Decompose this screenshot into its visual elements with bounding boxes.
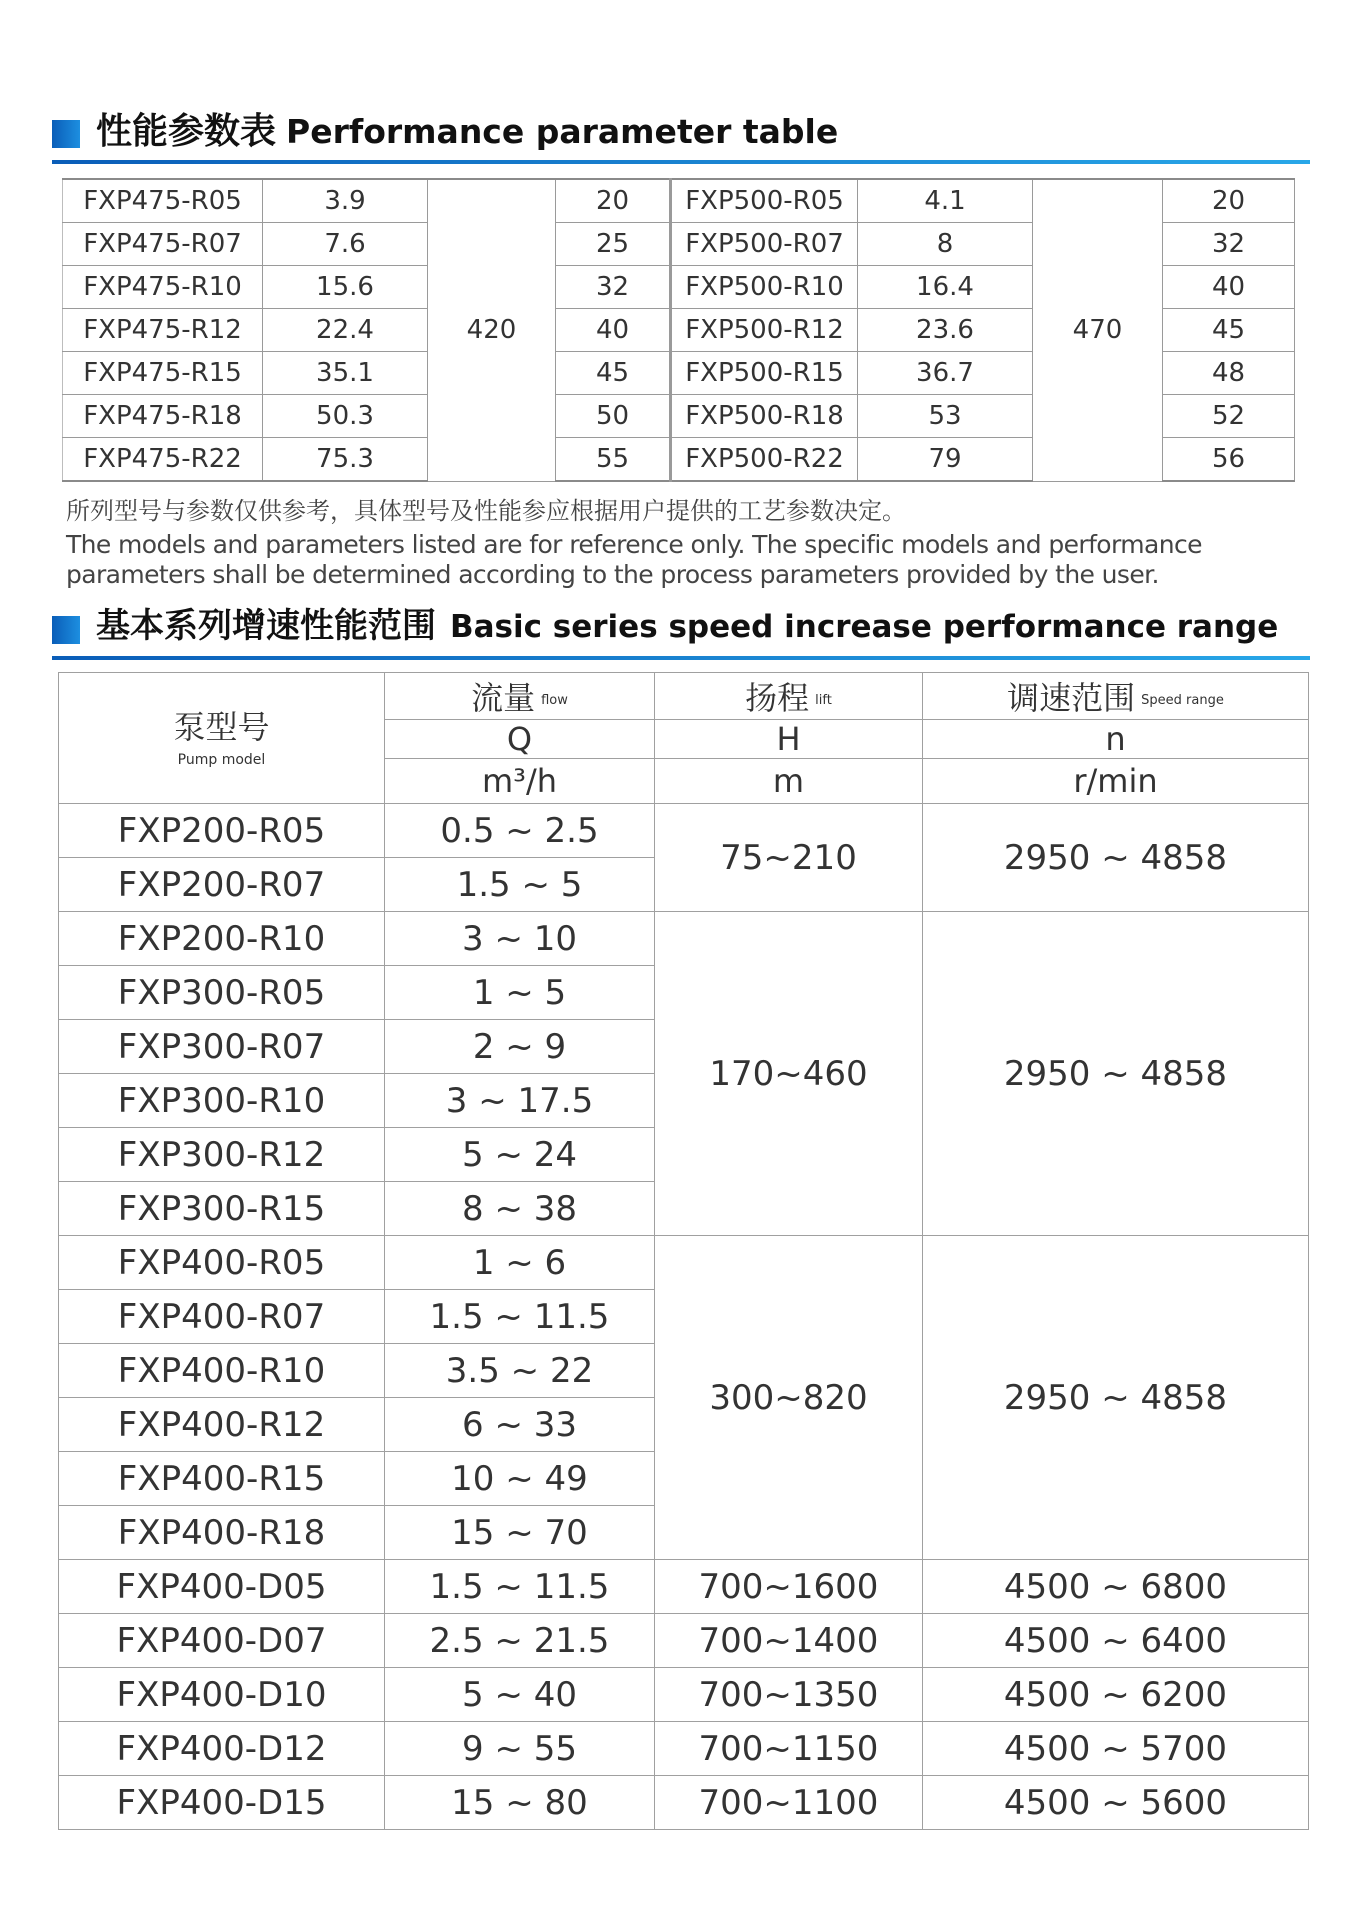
- flow-cell: 15 ~ 80: [385, 1776, 655, 1830]
- section-marker-icon: [52, 120, 80, 148]
- header-speed-symbol: n: [923, 720, 1309, 759]
- value-cell: 3.9: [263, 179, 428, 223]
- table-row: [63, 179, 1295, 223]
- speed-cell: 4500 ~ 6400: [923, 1614, 1309, 1668]
- value-cell: 75.3: [263, 438, 428, 482]
- pump-model-cell: FXP400-D10: [59, 1668, 385, 1722]
- header-pump-model: [59, 673, 385, 804]
- pump-model-cell: FXP400-D07: [59, 1614, 385, 1668]
- flow-cell: 8 ~ 38: [385, 1182, 655, 1236]
- value-cell: 79: [858, 438, 1033, 482]
- model-cell: FXP475-R10: [63, 266, 263, 309]
- header-lift: [655, 673, 923, 720]
- table-row: [59, 1722, 1309, 1776]
- value-cell: 48: [1163, 352, 1295, 395]
- header-lift-cn: 扬程: [745, 679, 810, 717]
- speed-cell: 4500 ~ 6800: [923, 1560, 1309, 1614]
- value-cell: 45: [556, 352, 671, 395]
- section-title: [96, 112, 838, 152]
- header-flow-en: flow: [541, 692, 568, 708]
- flow-cell: 6 ~ 33: [385, 1398, 655, 1452]
- shared-value-cell: 470: [1033, 179, 1163, 481]
- speed-cell: 2950 ~ 4858: [923, 804, 1309, 912]
- flow-cell: 2.5 ~ 21.5: [385, 1614, 655, 1668]
- section-title-cn: 性能参数表: [96, 111, 277, 152]
- value-cell: 4.1: [858, 179, 1033, 223]
- model-cell: FXP475-R05: [63, 179, 263, 223]
- flow-cell: 1.5 ~ 11.5: [385, 1290, 655, 1344]
- lift-cell: 300~820: [655, 1236, 923, 1560]
- pump-model-cell: FXP300-R05: [59, 966, 385, 1020]
- model-cell: FXP500-R15: [671, 352, 858, 395]
- value-cell: 40: [1163, 266, 1295, 309]
- value-cell: 45: [1163, 309, 1295, 352]
- table-row: [59, 1614, 1309, 1668]
- table-row: [59, 1776, 1309, 1830]
- pump-model-cell: FXP300-R15: [59, 1182, 385, 1236]
- flow-cell: 2 ~ 9: [385, 1020, 655, 1074]
- header-pump-model-en: Pump model: [177, 752, 266, 768]
- flow-cell: 9 ~ 55: [385, 1722, 655, 1776]
- value-cell: 23.6: [858, 309, 1033, 352]
- pump-model-cell: FXP400-R18: [59, 1506, 385, 1560]
- pump-model-cell: FXP400-R15: [59, 1452, 385, 1506]
- speed-range-table: [58, 672, 1309, 1830]
- section-marker-icon: [52, 616, 80, 644]
- pump-model-cell: FXP300-R12: [59, 1128, 385, 1182]
- section-divider: [52, 656, 1310, 660]
- lift-cell: 700~1400: [655, 1614, 923, 1668]
- value-cell: 53: [858, 395, 1033, 438]
- speed-cell: 4500 ~ 5700: [923, 1722, 1309, 1776]
- lift-cell: 700~1100: [655, 1776, 923, 1830]
- header-lift-en: lift: [815, 692, 832, 708]
- value-cell: 20: [556, 179, 671, 223]
- value-cell: 8: [858, 223, 1033, 266]
- section-header-speed-range: [52, 600, 1310, 660]
- flow-cell: 1.5 ~ 11.5: [385, 1560, 655, 1614]
- pump-model-cell: FXP400-D05: [59, 1560, 385, 1614]
- pump-model-cell: FXP400-R07: [59, 1290, 385, 1344]
- section-divider: [52, 160, 1310, 164]
- lift-cell: 75~210: [655, 804, 923, 912]
- value-cell: 32: [1163, 223, 1295, 266]
- header-lift-unit: m: [655, 759, 923, 804]
- pump-model-cell: FXP400-D15: [59, 1776, 385, 1830]
- header-speed: [923, 673, 1309, 720]
- model-cell: FXP500-R12: [671, 309, 858, 352]
- section-title-en: Basic series speed increase performance range: [450, 609, 1279, 645]
- value-cell: 15.6: [263, 266, 428, 309]
- value-cell: 25: [556, 223, 671, 266]
- pump-model-cell: FXP200-R07: [59, 858, 385, 912]
- pump-model-cell: FXP300-R10: [59, 1074, 385, 1128]
- lift-cell: 700~1600: [655, 1560, 923, 1614]
- model-cell: FXP500-R07: [671, 223, 858, 266]
- model-cell: FXP475-R22: [63, 438, 263, 482]
- model-cell: FXP500-R05: [671, 179, 858, 223]
- table-row: [59, 912, 1309, 966]
- section-title: [96, 606, 1278, 647]
- header-speed-en: Speed range: [1141, 692, 1224, 708]
- section-title-en: Performance parameter table: [286, 112, 839, 151]
- header-speed-unit: r/min: [923, 759, 1309, 804]
- lift-cell: 170~460: [655, 912, 923, 1236]
- performance-parameter-table: [62, 178, 1295, 482]
- note-english: The models and parameters listed are for reference only. The specific models and performance parameters shall be determined according to the process parameters provided by the user.: [66, 530, 1202, 589]
- model-cell: FXP475-R15: [63, 352, 263, 395]
- flow-cell: 0.5 ~ 2.5: [385, 804, 655, 858]
- flow-cell: 10 ~ 49: [385, 1452, 655, 1506]
- value-cell: 50: [556, 395, 671, 438]
- pump-model-cell: FXP400-R05: [59, 1236, 385, 1290]
- value-cell: 40: [556, 309, 671, 352]
- speed-cell: 4500 ~ 6200: [923, 1668, 1309, 1722]
- model-cell: FXP475-R12: [63, 309, 263, 352]
- flow-cell: 3.5 ~ 22: [385, 1344, 655, 1398]
- pump-model-cell: FXP400-R10: [59, 1344, 385, 1398]
- header-speed-cn: 调速范围: [1007, 679, 1136, 717]
- header-lift-symbol: H: [655, 720, 923, 759]
- model-cell: FXP475-R18: [63, 395, 263, 438]
- value-cell: 36.7: [858, 352, 1033, 395]
- flow-cell: 5 ~ 24: [385, 1128, 655, 1182]
- speed-cell: 2950 ~ 4858: [923, 1236, 1309, 1560]
- model-cell: FXP500-R18: [671, 395, 858, 438]
- table-row: [59, 1560, 1309, 1614]
- header-pump-model-cn: 泵型号: [173, 708, 270, 746]
- pump-model-cell: FXP200-R05: [59, 804, 385, 858]
- table-row: [59, 1668, 1309, 1722]
- section-title-cn: 基本系列增速性能范围: [96, 606, 436, 646]
- model-cell: FXP500-R10: [671, 266, 858, 309]
- flow-cell: 5 ~ 40: [385, 1668, 655, 1722]
- value-cell: 20: [1163, 179, 1295, 223]
- section-header-performance: [52, 108, 1310, 168]
- model-cell: FXP500-R22: [671, 438, 858, 482]
- value-cell: 32: [556, 266, 671, 309]
- value-cell: 55: [556, 438, 671, 482]
- header-flow-symbol: Q: [385, 720, 655, 759]
- shared-value-cell: 420: [428, 179, 556, 481]
- header-flow: [385, 673, 655, 720]
- value-cell: 56: [1163, 438, 1295, 482]
- value-cell: 22.4: [263, 309, 428, 352]
- flow-cell: 1.5 ~ 5: [385, 858, 655, 912]
- table-row: [59, 1236, 1309, 1290]
- value-cell: 7.6: [263, 223, 428, 266]
- value-cell: 50.3: [263, 395, 428, 438]
- pump-model-cell: FXP400-R12: [59, 1398, 385, 1452]
- value-cell: 35.1: [263, 352, 428, 395]
- flow-cell: 3 ~ 17.5: [385, 1074, 655, 1128]
- lift-cell: 700~1150: [655, 1722, 923, 1776]
- header-flow-cn: 流量: [471, 679, 536, 717]
- lift-cell: 700~1350: [655, 1668, 923, 1722]
- speed-cell: 4500 ~ 5600: [923, 1776, 1309, 1830]
- value-cell: 52: [1163, 395, 1295, 438]
- table-row: [59, 804, 1309, 858]
- pump-model-cell: FXP200-R10: [59, 912, 385, 966]
- model-cell: FXP475-R07: [63, 223, 263, 266]
- flow-cell: 1 ~ 6: [385, 1236, 655, 1290]
- value-cell: 16.4: [858, 266, 1033, 309]
- speed-cell: 2950 ~ 4858: [923, 912, 1309, 1236]
- pump-model-cell: FXP300-R07: [59, 1020, 385, 1074]
- flow-cell: 15 ~ 70: [385, 1506, 655, 1560]
- flow-cell: 1 ~ 5: [385, 966, 655, 1020]
- note-chinese: 所列型号与参数仅供参考，具体型号及性能参应根据用户提供的工艺参数决定。: [66, 497, 906, 525]
- flow-cell: 3 ~ 10: [385, 912, 655, 966]
- header-flow-unit: m³/h: [385, 759, 655, 804]
- pump-model-cell: FXP400-D12: [59, 1722, 385, 1776]
